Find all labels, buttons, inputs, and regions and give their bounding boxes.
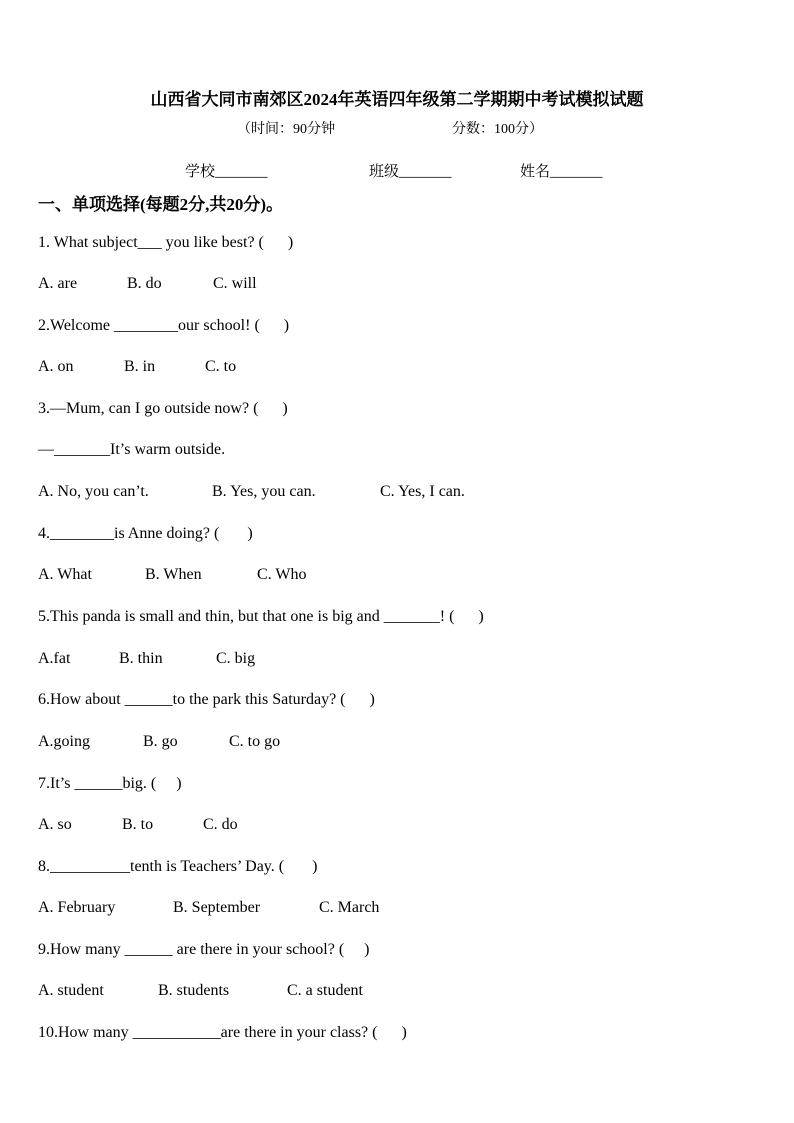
- question-8: 8.__________tenth is Teachers’ Day. ( ): [38, 858, 318, 875]
- q4-option-a: A. What: [38, 566, 92, 583]
- page-title: 山西省大同市南郊区2024年英语四年级第二学期期中考试模拟试题: [150, 90, 644, 109]
- exam-score: 分数：100分）: [452, 122, 543, 137]
- q4-option-c: C. Who: [257, 566, 307, 583]
- question-9: 9.How many ______ are there in your school? ( ): [38, 941, 370, 958]
- question-3-response: —_______It’s warm outside.: [38, 441, 226, 458]
- question-7: 7.It’s ______big. ( ): [38, 775, 182, 792]
- section-heading: 一、单项选择(每题2分,共20分)。: [38, 195, 284, 214]
- q5-option-c: C. big: [216, 650, 256, 667]
- question-1: 1. What subject___ you like best? ( ): [38, 234, 294, 251]
- q2-option-c: C. to: [205, 358, 237, 375]
- q5-option-b: B. thin: [119, 650, 163, 667]
- q2-option-b: B. in: [124, 358, 156, 375]
- q6-option-b: B. go: [143, 733, 178, 750]
- q1-option-c: C. will: [213, 275, 257, 292]
- q2-option-a: A. on: [38, 358, 74, 375]
- q6-option-c: C. to go: [229, 733, 281, 750]
- exam-time: （时间：90分钟: [237, 122, 335, 137]
- q1-option-a: A. are: [38, 275, 78, 292]
- q7-option-a: A. so: [38, 816, 72, 833]
- q8-option-b: B. September: [173, 899, 261, 916]
- question-10: 10.How many ___________are there in your class? ( ): [38, 1024, 407, 1041]
- question-5: 5.This panda is small and thin, but that one is big and _______! ( ): [38, 608, 484, 625]
- q7-option-c: C. do: [203, 816, 238, 833]
- q8-option-c: C. March: [319, 899, 380, 916]
- name-field[interactable]: 姓名_______: [520, 164, 603, 180]
- q3-option-b: B. Yes, you can.: [212, 483, 316, 500]
- question-4: 4.________is Anne doing? ( ): [38, 525, 253, 542]
- q4-option-b: B. When: [145, 566, 202, 583]
- q6-option-a: A.going: [38, 733, 90, 750]
- question-3: 3.—Mum, can I go outside now? ( ): [38, 400, 288, 417]
- q3-option-c: C. Yes, I can.: [380, 483, 465, 500]
- q7-option-b: B. to: [122, 816, 154, 833]
- question-2: 2.Welcome ________our school! ( ): [38, 317, 290, 334]
- q1-option-b: B. do: [127, 275, 162, 292]
- q5-option-a: A.fat: [38, 650, 71, 667]
- q8-option-a: A. February: [38, 899, 116, 916]
- class-field[interactable]: 班级_______: [369, 164, 452, 180]
- q9-option-b: B. students: [158, 982, 230, 999]
- q3-option-a: A. No, you can’t.: [38, 483, 149, 500]
- school-field[interactable]: 学校_______: [185, 164, 268, 180]
- q9-option-c: C. a student: [287, 982, 363, 999]
- question-6: 6.How about ______to the park this Saturday? ( ): [38, 691, 375, 708]
- q9-option-a: A. student: [38, 982, 104, 999]
